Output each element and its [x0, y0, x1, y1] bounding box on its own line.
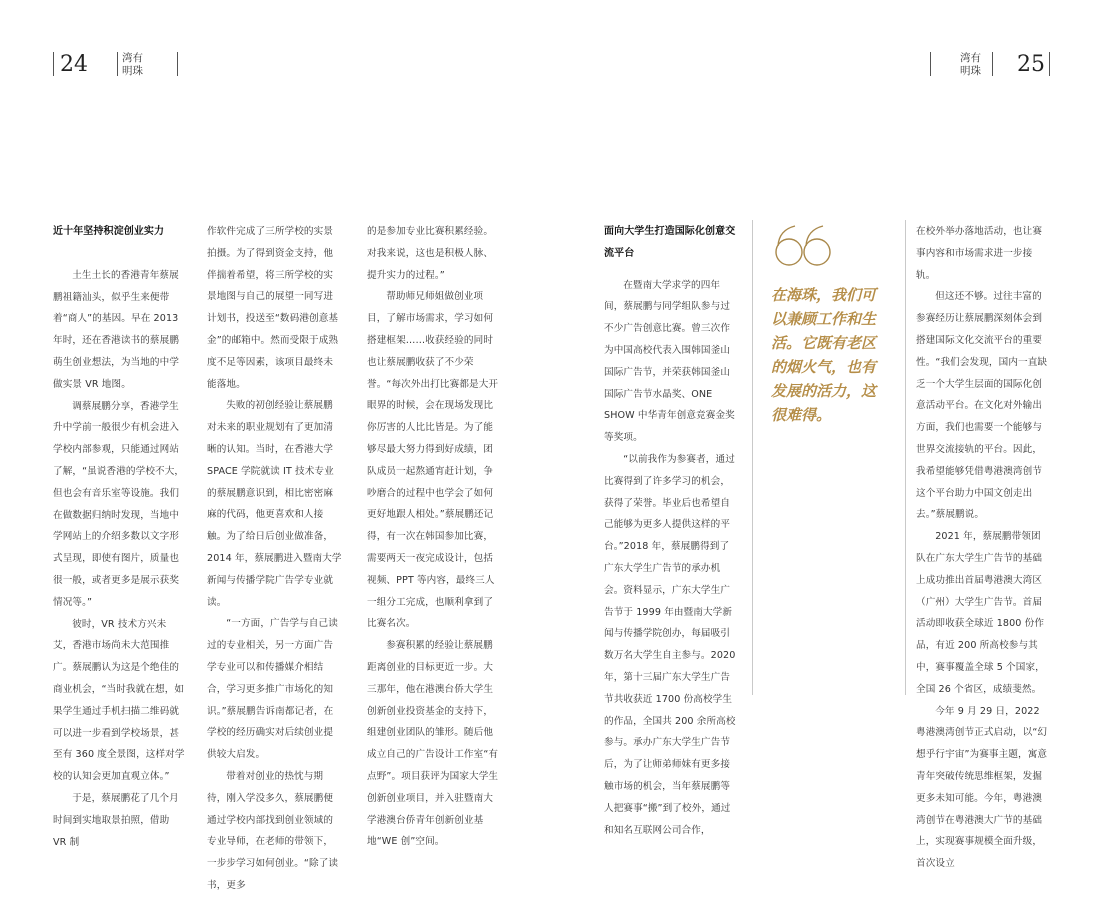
paragraph: 失败的初创经验让蔡展鹏对未来的职业规划有了更加清晰的认知。当时，在香港大学 SPACE 学院就读 IT 技术专业的蔡展鹏意识到，相比密密麻麻的代码，他更喜欢和人接触。为了给日后创业做准备，2014 年，蔡展鹏进入暨南大学新闻与传播学院广告学专业就读。: [207, 400, 342, 608]
paragraph: 于是，蔡展鹏花了几个月时间到实地取景拍照，借助 VR 制: [53, 792, 179, 848]
left-header-rule-3: [177, 52, 178, 76]
paragraph: 今年 9 月 29 日，2022 粤港澳湾创节正式启动，以“幻想乎行宇宙”为赛事主题，寓意青年突破传统思维框架，发掘更多未知可能。今年，粤港澳湾创节在粤港澳大广节的基础上，实现赛事规模全面升级，首次设立: [916, 705, 1048, 870]
paragraph: 带着对创业的热忱与期待，刚入学没多久，蔡展鹏便通过学校内部找到创业领域的专业导师，在老师的带领下，一步步学习如何创业。“除了读书，更多: [207, 770, 339, 891]
left-header-rule-1: [53, 52, 54, 76]
page-number-right: 25: [1017, 52, 1045, 77]
paragraph: 2021 年，蔡展鹏带领团队在广东大学生广告节的基础上成功推出首届粤港澳大湾区（广州）大学生广告节。首届活动即收获全球近 1800 份作品，有近 200 所高校参与其中，赛事覆盖全球 5 个国家，全国 26 个省区，成绩斐然。: [916, 531, 1045, 695]
column-divider: [905, 220, 906, 695]
magazine-name-line1: 湾有: [960, 52, 981, 64]
magazine-name-line2: 明珠: [122, 65, 143, 77]
magazine-name-left: [122, 52, 143, 78]
section-heading: 面向大学生打造国际化创意交流平台: [604, 226, 736, 259]
paragraph: 在暨南大学求学的四年间，蔡展鹏与同学组队参与过不少广告创意比赛。曾三次作为中国高校代表入围韩国釜山国际广告节，并荣获韩国釜山国际广告节水晶奖、ONE SHOW 中华青年创意竞赛金奖等奖项。: [604, 279, 735, 444]
article-column-2: [207, 221, 342, 897]
paragraph: 调蔡展鹏分享，香港学生升中学前一般很少有机会进入学校内部参观，只能通过网站了解，“虽说香港的学校不大，但也会有音乐室等设施。我们在做数据归纳时发现，当地中学网站上的介绍多数以文字形式呈现，即使有图片，质量也很一般，或者更多是展示获奖情况等。”: [53, 400, 185, 608]
magazine-name-line2: 明珠: [960, 65, 981, 77]
page-number-left: 24: [60, 52, 88, 77]
right-header-rule-2: [992, 52, 993, 76]
article-column-5: [916, 221, 1050, 875]
paragraph: 作软件完成了三所学校的实景拍摄。为了得到资金支持，他伴揣着希望，将三所学校的实景地图与自己的展望一同写进计划书，投送至“数码港创意基金”的邮箱中。然而受限于成熟度不足等因素，该项目最终未能落地。: [207, 226, 339, 390]
article-column-4: [604, 221, 738, 841]
quote-mark-icon: [773, 224, 833, 274]
paragraph: 参赛积累的经验让蔡展鹏距离创业的目标更近一步。大三那年，他在港澳台侨大学生创新创业投资基金的支持下，组建创业团队的雏形。随后他成立自己的广告设计工作室“有点野”。项目获评为国家大学生创新创业项目，并入驻暨南大学港澳台侨青年创新创业基地“WE 创”空间。: [367, 640, 499, 848]
magazine-name-line1: 湾有: [122, 52, 143, 64]
magazine-name-right: [960, 52, 981, 78]
paragraph: 在校外举办落地活动，也让赛事内容和市场需求进一步接轨。: [916, 226, 1043, 281]
paragraph: 彼时，VR 技术方兴未艾，香港市场尚未大范围推广。蔡展鹏认为这是个绝佳的商业机会，“当时我就在想，如果学生通过手机扫描二维码就可以进一步看到学校场景，甚至有 360 度全景图，这样对学校的认知会更加直观立体。”: [53, 618, 185, 783]
paragraph: 但这还不够。过往丰富的参赛经历让蔡展鹏深刻体会到搭建国际文化交流平台的重要性。“我们会发现，国内一直缺乏一个大学生层面的国际化创意活动平台。在文化对外输出方面，我们也需要一个能够与世界交流接轨的平台。因此，我希望能够凭借粤港澳湾创节这个平台助力中国文创走出去。”蔡展鹏说。: [916, 291, 1048, 521]
left-header-rule-2: [117, 52, 118, 76]
right-header-rule-1: [930, 52, 931, 76]
article-column-1: [53, 221, 185, 853]
article-column-3: [367, 221, 502, 853]
paragraph: 帮助师兄师姐做创业项目，了解市场需求，学习如何搭建框架……收获经验的同时也让蔡展鹏收获了不少荣誉。“每次外出打比赛都是大开眼界的时候，会在现场发现比你厉害的人比比皆是。为了能够尽最大努力得到好成绩，团队成员一起熬通宵赶计划，争吵磨合的过程中也学会了如何更好地跟人相处。”蔡展鹏还记得，有一次在韩国参加比赛，需要两天一夜完成设计，包括视频、PPT 等内容，最终三人一组分工完成，也顺利拿到了比赛名次。: [367, 291, 499, 630]
right-header-rule-3: [1049, 52, 1050, 76]
paragraph: 土生土长的香港青年蔡展鹏祖籍汕头，似乎生来便带着“商人”的基因。早在 2013 年时，还在香港读书的蔡展鹏萌生创业想法，为当地的中学做实景 VR 地图。: [53, 269, 180, 390]
paragraph: “一方面，广告学与自己读过的专业相关，另一方面广告学专业可以和传播媒介相结合，学习更多推广市场化的知识。”蔡展鹏告诉南都记者，在学校的经历确实对后续创业提供较大启发。: [207, 618, 338, 761]
paragraph: “以前我作为参赛者，通过比赛得到了许多学习的机会，获得了荣誉。毕业后也希望自己能够为更多人提供这样的平台。”2018 年，蔡展鹏得到了广东大学生广告节的承办机会。资料显示，广东大学生广告节于 1999 年由暨南大学新闻与传播学院创办，每届吸引数万名大学生自主参与。2020 年，第十三届广东大学生广告节共收获近 1700 份高校学生的作品，全国共 200 余所高校参与。承办广东大学生广告节后，为了让师弟师妹有更多接触市场的机会，当年蔡展鹏等人把赛事“搬”到了校外，通过和知名互联网公司合作，: [604, 453, 736, 836]
pull-quote: 在海珠，我们可以兼顾工作和生活。它既有老区的烟火气，也有发展的活力，这很难得。: [771, 286, 877, 424]
paragraph: 的是参加专业比赛积累经验。对我来说，这也是积极人脉、提升实力的过程。”: [367, 226, 494, 281]
section-heading: 近十年坚持积淀创业实力: [53, 226, 165, 237]
column-divider: [752, 220, 753, 695]
